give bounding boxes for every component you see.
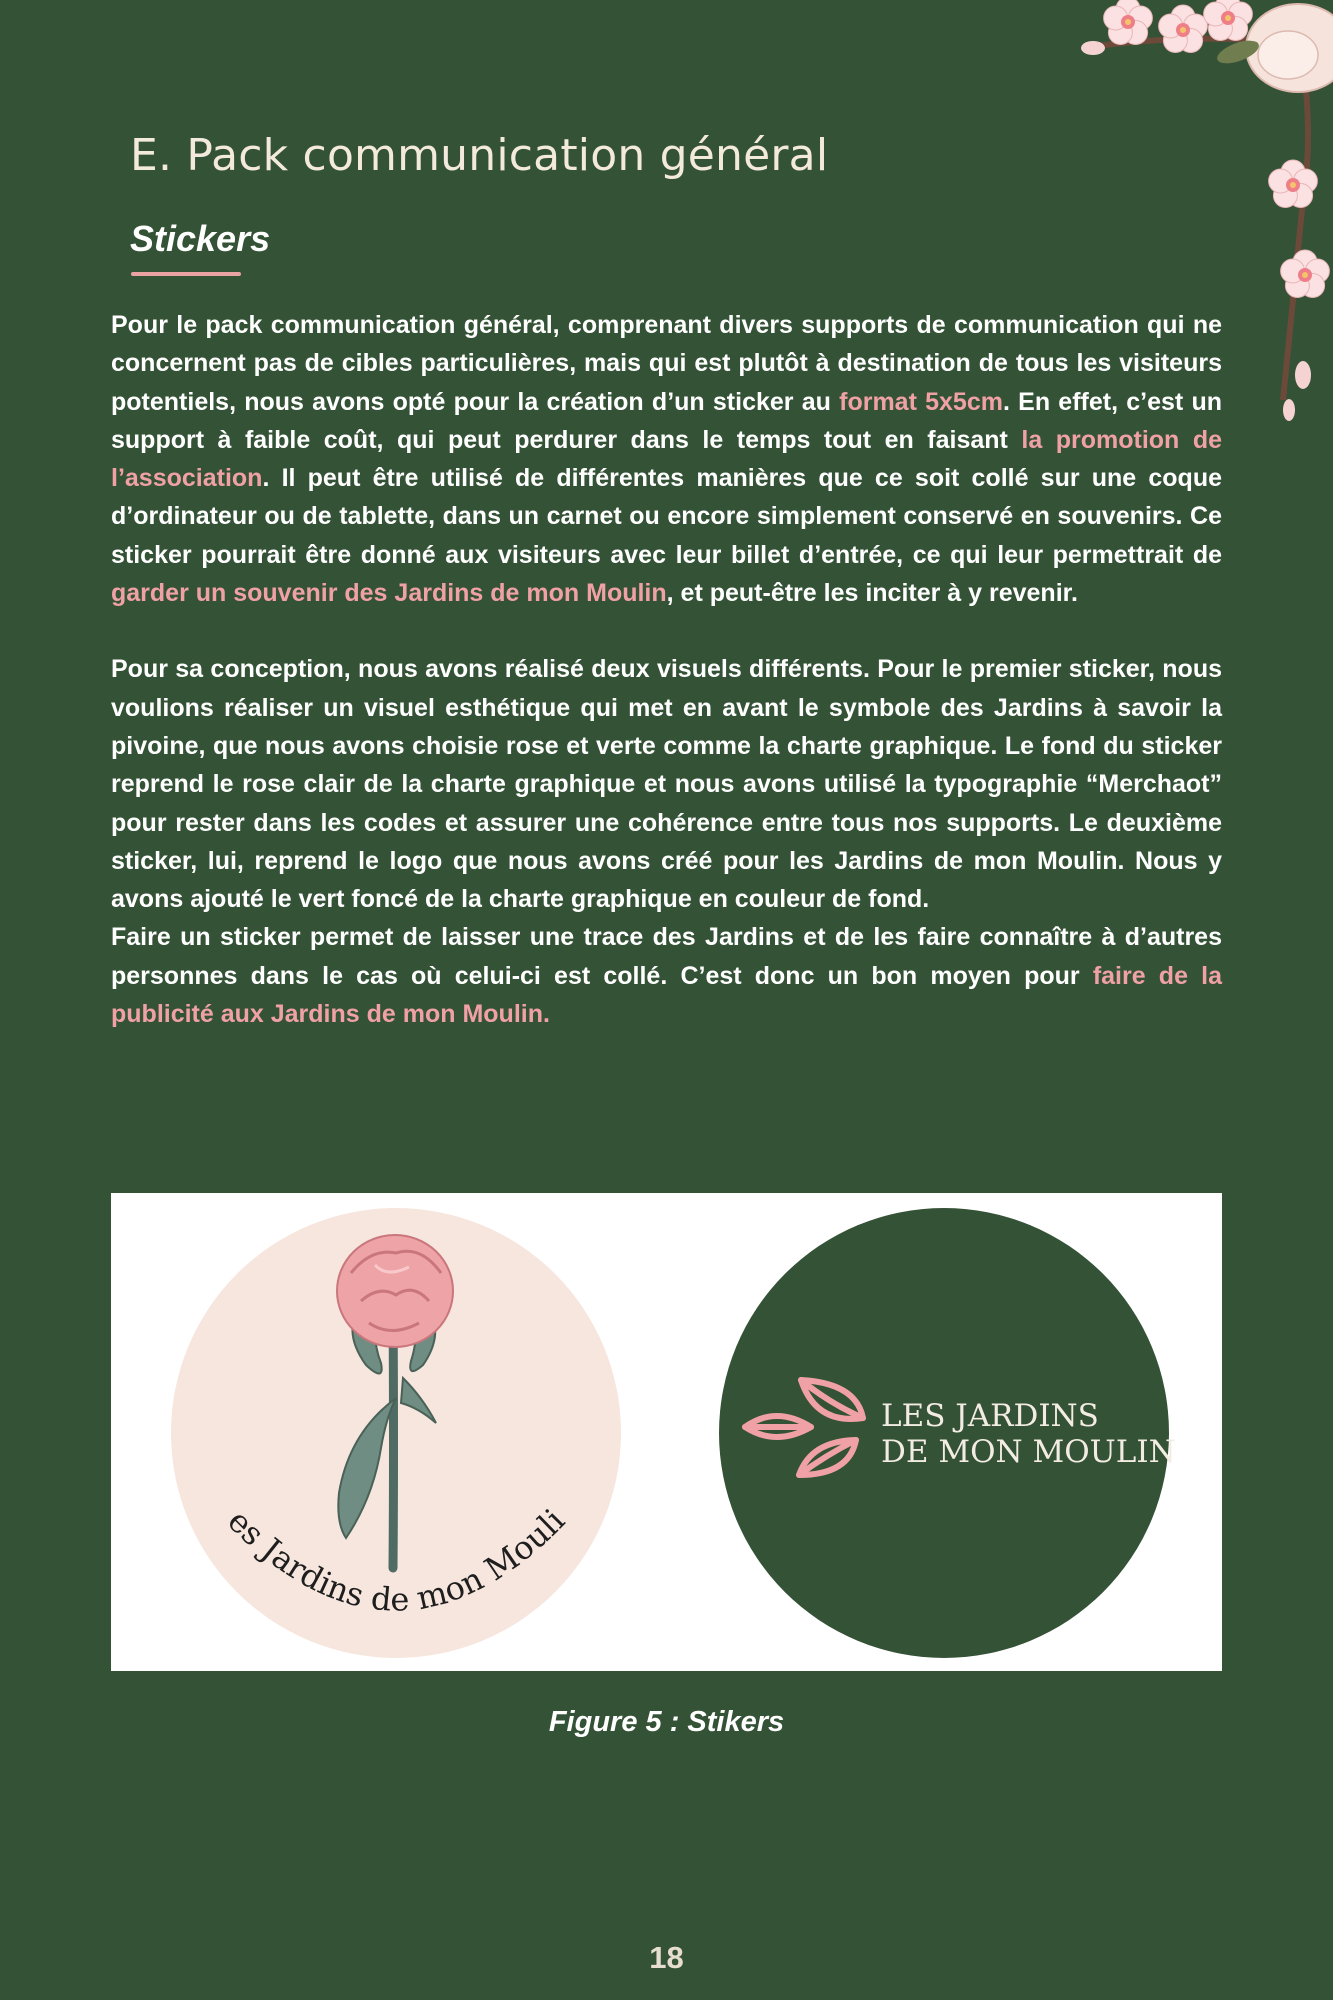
sticker-1-curved-text: es Jardins de mon Mouli	[220, 1501, 573, 1619]
section-subtitle: Stickers	[130, 218, 271, 259]
paragraph-1-part-4: , et peut-être les inciter à y revenir.	[666, 579, 1078, 608]
subtitle-underline	[131, 272, 241, 276]
highlight-publicite: faire de la publicité aux Jardins de mon Moulin.	[111, 961, 1222, 1029]
highlight-format: format 5x5cm	[839, 387, 1003, 416]
logo-line-1: LES JARDINS	[881, 1398, 1099, 1434]
logo-line-2: DE MON MOULIN	[881, 1434, 1176, 1470]
page-number: 18	[649, 1940, 684, 1975]
page-title: E. Pack communication général	[130, 130, 829, 181]
sticker-logo	[719, 1208, 1176, 1658]
sticker-peony	[111, 1193, 621, 1658]
paragraph-2: Pour sa conception, nous avons réalisé deux visuels différents. Pour le premier sticker, nous voulions réaliser un visuel esthétique qui met en avant le symbole des Jardins à savoir la pivoine, que nous avons choisie rose et verte comme la charte graphique. Le fond du sticker reprend le rose clair de la charte graphique et nous avons utilisé la typographie “Merchaot” pour rester dans les codes et assurer une cohérence entre tous nos supports. Le deuxième sticker, lui, reprend le logo que nous avons créé pour les Jardins de mon Moulin. Nous y avons ajouté le vert foncé de la charte graphique en couleur de fond.	[111, 655, 1222, 914]
paragraph-1-part-2: . En effet, c’est un support à faible coût, qui peut perdurer dans le temps tout en faisant	[111, 387, 1223, 454]
paragraph-1-part-3: . Il peut être utilisé de différentes manières que ce soit collé sur une coque d’ordinateur ou de tablette, dans un carnet ou encore simplement conservé en souvenirs. Ce sticker pourrait être donné aux visiteurs avec leur billet d’entrée, ce qui leur permettrait de	[111, 464, 1222, 569]
highlight-souvenir: garder un souvenir des Jardins de mon Moulin	[111, 579, 667, 608]
stickers-figure	[111, 1193, 1222, 1671]
body-text	[111, 306, 1222, 1033]
highlight-promotion: la promotion de l’association	[111, 425, 1222, 493]
paragraph-3-part-1: Faire un sticker permet de laisser une trace des Jardins et de les faire connaître à d’autres personnes dans le cas où celui-ci est collé. C’est donc un bon moyen pour	[111, 923, 1222, 990]
paragraph-3	[111, 918, 1222, 1033]
paragraph-1-part-1: Pour le pack communication général, comprenant divers supports de communication qui ne concernent pas de cibles particulières, mais qui est plutôt à destination de tous les visiteurs potentiels, nous avons opté pour la création d’un sticker au	[111, 311, 1222, 416]
stickers-illustration	[111, 1193, 1222, 1671]
figure-caption: Figure 5 : Stikers	[548, 1706, 785, 1738]
paragraph-1	[111, 306, 1222, 612]
